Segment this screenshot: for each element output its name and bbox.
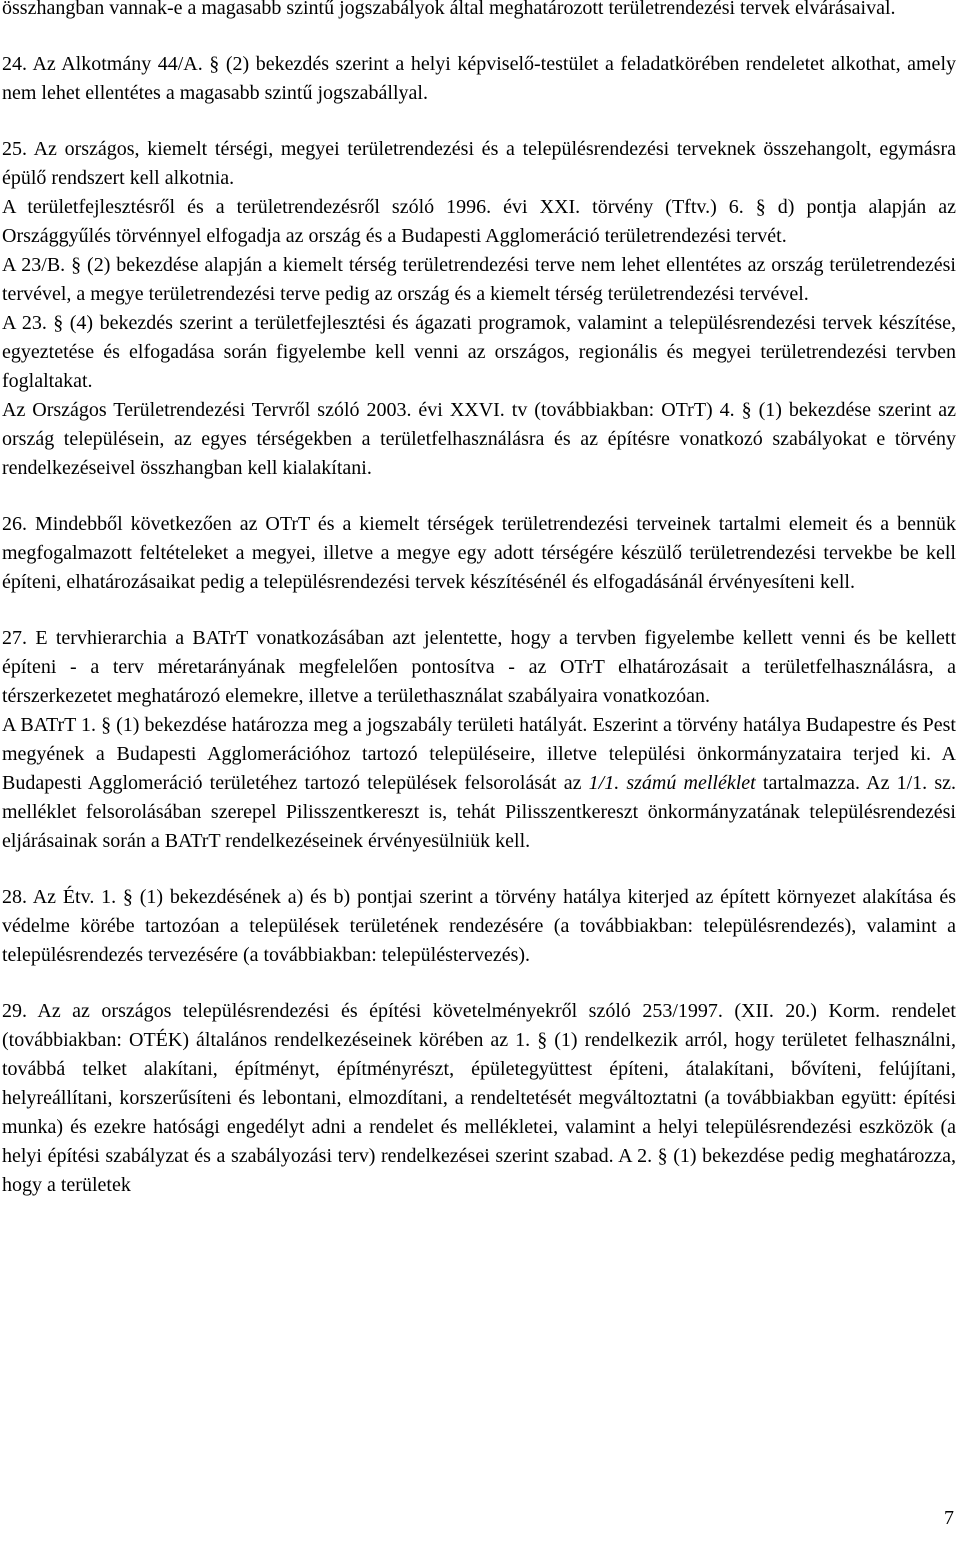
paragraph-continuation: összhangban vannak-e a magasabb szintű jogszabályok által meghatározott területrendezési tervek elvárásaival.	[2, 0, 896, 19]
paragraph-25: 25. Az országos, kiemelt térségi, megyei területrendezési és a településrendezési terveknek összehangolt, egymásra épülő rendszert kell alkotnia.	[2, 138, 956, 189]
paragraph-29: 29. Az az országos településrendezési és építési követelményekről szóló 253/1997. (XII. 20.) Korm. rendelet (továbbiakban: OTÉK) általános rendelkezéseinek körében az 1. § (1) rendelkezik arról, hogy területet felhasználni, továbbá telket alakítani, építményt, építményrészt, épületegyüttest építeni, átalakítani, bővíteni, felújítani, helyreállítani, korszerűsíteni és lebontani, elmozdítani, a rendeltetését megváltoztatni (a továbbiakban együtt: építési munka) és ezekre hatósági engedélyt adni a rendelet és mellékletei, valamint a helyi településrendezési eszközök (a helyi építési szabályzat és a szabályozási terv) rendelkezései szerint szabad. A 2. § (1) bekezdése pedig meghatározza, hogy a területek	[2, 1000, 956, 1196]
paragraph-tftv: A területfejlesztésről és a területrendezésről szóló 1996. évi XXI. törvény (Tftv.) 6. § d) pontja alapján az Országgyűlés törvénnyel elfogadja az ország és a Budapesti Agglomeráció területrendezési tervét.	[2, 196, 956, 247]
page-number: 7	[944, 1507, 954, 1529]
paragraph-otrt: Az Országos Területrendezési Tervről szóló 2003. évi XXVI. tv (továbbiakban: OTrT) 4. § (1) bekezdése szerint az ország településein, az egyes térségekben a területfelhasználásra és az építésre vonatkozó szabályokat e törvény rendelkezéseivel összhangban kell kialakítani.	[2, 399, 956, 479]
paragraph-26: 26. Mindebből következően az OTrT és a kiemelt térségek területrendezési terveinek tartalmi elemeit és a bennük megfogalmazott feltételeket a megyei, illetve a megye egy adott térségére készülő területrendezési tervekbe be kell építeni, elhatározásaikat pedig a településrendezési tervek készítésénél és elfogadásánál érvényesíteni kell.	[2, 513, 956, 593]
paragraph-23b: A 23/B. § (2) bekezdése alapján a kiemelt térség területrendezési terve nem lehet ellentétes az ország területrendezési tervével, a megye területrendezési terve pedig az ország és a kiemelt térség területrendezési tervével.	[2, 254, 956, 305]
paragraph-27: 27. E tervhierarchia a BATrT vonatkozásában azt jelentette, hogy a tervben figyelembe kellett venni és be kellett építeni - a terv méretarányának megfelelően pontosítva - az OTrT elhatározásait a területfelhasználásra, a térszerkezetet meghatározó elemekre, illetve a területhasználat szabályaira vonatkozóan.	[2, 627, 956, 707]
paragraph-24: 24. Az Alkotmány 44/A. § (2) bekezdés szerint a helyi képviselő-testület a feladatkörében rendeletet alkothat, amely nem lehet ellentétes a magasabb szintű jogszabállyal.	[2, 53, 956, 104]
paragraph-batrt	[2, 711, 956, 856]
batrt-text-end: tartalmazza. Az 1/1. sz. melléklet felsorolásában szerepel Pilisszentkereszt is, tehát Pilisszentkereszt önkormányzatának településrendezési eljárásainak során a BATrT rendelkezéseinek érvényesülniük kell.	[2, 772, 956, 852]
annex-reference: 1/1. számú melléklet	[588, 772, 756, 794]
paragraph-23: A 23. § (4) bekezdés szerint a területfejlesztési és ágazati programok, valamint a településrendezési tervek készítése, egyeztetése és elfogadása során figyelembe kell venni az országos, regionális és megyei területrendezési tervben foglaltakat.	[2, 312, 956, 392]
batrt-text-start: A BATrT 1. § (1) bekezdése határozza meg a jogszabály területi hatályát. Eszerint a törvény hatálya Budapestre és Pest megyének a Budapesti Agglomerációhoz tartozó településeire, illetve települési önkormányzataira terjed ki. A Budapesti Agglomeráció területéhez tartozó települések felsorolását az	[2, 714, 956, 794]
document-body	[2, 0, 956, 1200]
paragraph-28: 28. Az Étv. 1. § (1) bekezdésének a) és b) pontjai szerint a törvény hatálya kiterjed az épített környezet alakítása és védelme körébe tartozóan a települések területének rendezésére (a továbbiakban: településrendezés), valamint a településrendezés tervezésére (a továbbiakban: településtervezés).	[2, 886, 956, 966]
